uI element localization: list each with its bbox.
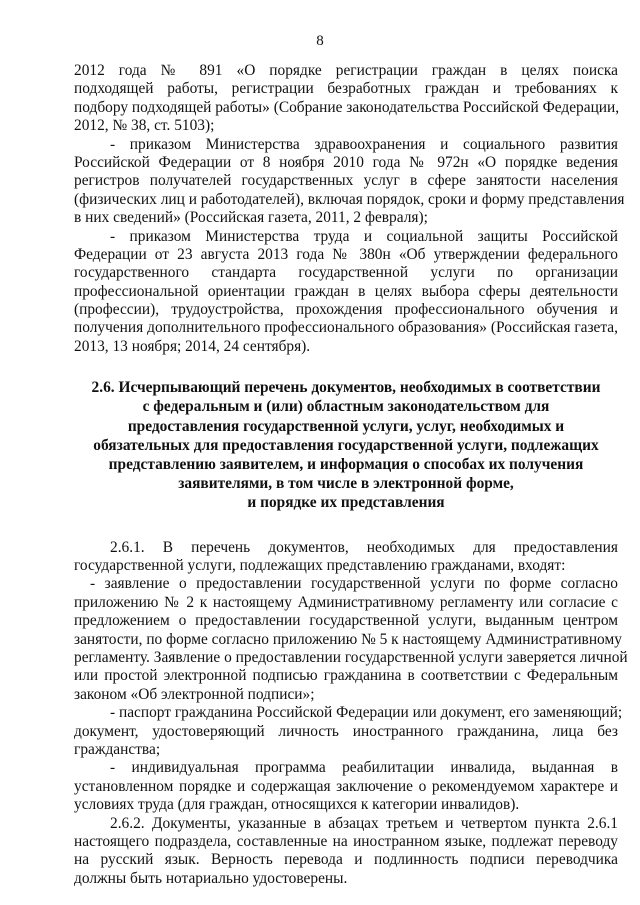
text-line: подбору подходящей работы» (Собрание законодательства Российской Федерации, <box>74 98 620 116</box>
text-line: 2013, 13 ноября; 2014, 24 сентября). <box>74 337 311 355</box>
text-line: установленном порядке и содержащая заключение о рекомендуемом характере и <box>74 777 618 795</box>
text-line: законом «Об электронной подписи»; <box>74 685 315 703</box>
text-line: в них сведений» (Российская газета, 2011, 2 февраля); <box>74 209 428 227</box>
text-line: - заявление о предоставлении государственной услуги по форме согласно <box>90 575 618 593</box>
text-line: предложением о предоставлении государственной услуги, выданным центром <box>74 612 618 630</box>
heading-line: с федеральным и (или) областным законодательством для <box>142 398 550 416</box>
text-line: 2.6.2. Документы, указанные в абзацах третьем и четвертом пункта 2.6.1 <box>110 814 618 832</box>
heading-line: 2.6. Исчерпывающий перечень документов, необходимых в соответствии <box>91 379 601 397</box>
paragraph-passport-item <box>74 704 623 759</box>
text-line: условиях труда (для граждан, относящихся к категории инвалидов). <box>74 796 520 814</box>
text-line: государственного стандарта государственной услуги по организации <box>74 264 618 282</box>
paragraph-application-item <box>74 575 628 704</box>
text-line: получения дополнительного профессионального образования» (Российская газета, <box>74 319 618 337</box>
text-line: (физических лиц и работодателей), включая порядок, сроки и форму представления <box>74 190 625 208</box>
text-line: Федерации от 23 августа 2013 года № 380н «Об утверждении федерального <box>74 245 618 263</box>
text-line: занятости, по форме согласно приложению № 5 к настоящему Административному <box>74 630 622 648</box>
section-heading <box>74 378 618 512</box>
heading-line: и порядке их представления <box>247 494 445 512</box>
text-line: - приказом Министерства труда и социальной защиты Российской <box>110 227 618 245</box>
heading-line: заявителями, в том числе в электронной форме, <box>178 475 514 493</box>
paragraph-rehabilitation-item <box>74 759 618 814</box>
text-line: документ, удостоверяющий личность иностранного гражданина, лица без <box>74 722 618 740</box>
text-line: 2.6.1. В перечень документов, необходимых для предоставления <box>110 538 618 556</box>
text-line: должны быть нотариально удостоверены. <box>74 869 348 887</box>
text-line: настоящего подраздела, составленные на иностранном языке, подлежат переводу <box>74 832 618 850</box>
paragraph-order-380n <box>74 228 618 357</box>
heading-line: предоставления государственной услуги, услуг, необходимых и <box>127 417 565 435</box>
text-line: - паспорт гражданина Российской Федерации или документ, его заменяющий; <box>110 704 623 722</box>
text-line: или простой электронной подписью гражданина в соответствии с Федеральным <box>74 667 618 685</box>
text-line: профессиональной ориентации граждан в целях выбора сферы деятельности <box>74 282 618 300</box>
heading-line: обязательных для предоставления государственной услуги, подлежащих <box>93 436 599 454</box>
paragraph-2-6-1 <box>74 539 618 576</box>
text-line: (профессии), трудоустройства, прохождения профессионального обучения и <box>74 301 618 319</box>
document-body <box>74 62 628 888</box>
text-line: регламенту. Заявление о предоставлении государственной услуги заверяется личной <box>74 649 628 667</box>
paragraph-order-972n <box>74 135 625 228</box>
text-line: - приказом Министерства здравоохранения и социального развития <box>110 135 618 153</box>
text-line: государственной услуги, подлежащих представлению гражданами, входят: <box>74 557 566 575</box>
paragraph-2-6-2 <box>74 815 618 889</box>
text-line: 2012 года № 891 «О порядке регистрации граждан в целях поиска <box>74 62 618 79</box>
page-number: 8 <box>316 33 324 49</box>
text-line: гражданства; <box>74 740 161 758</box>
text-line: Российской Федерации от 8 ноября 2010 года № 972н «О порядке ведения <box>74 153 618 171</box>
paragraph-continuation <box>74 62 618 136</box>
text-line: на русский язык. Верность перевода и подлинность подписи переводчика <box>74 851 618 869</box>
heading-line: представлению заявителем, и информация о способах их получения <box>108 456 584 474</box>
text-line: - индивидуальная программа реабилитации инвалида, выданная в <box>110 759 618 777</box>
text-line: регистров получателей государственных услуг в сфере занятости населения <box>74 172 618 190</box>
text-line: подходящей работы, регистрации безработных граждан и требованиях к <box>74 80 618 98</box>
text-line: приложению № 2 к настоящему Административному регламенту или согласие с <box>74 593 618 611</box>
text-line: 2012, № 38, ст. 5103); <box>74 117 215 135</box>
